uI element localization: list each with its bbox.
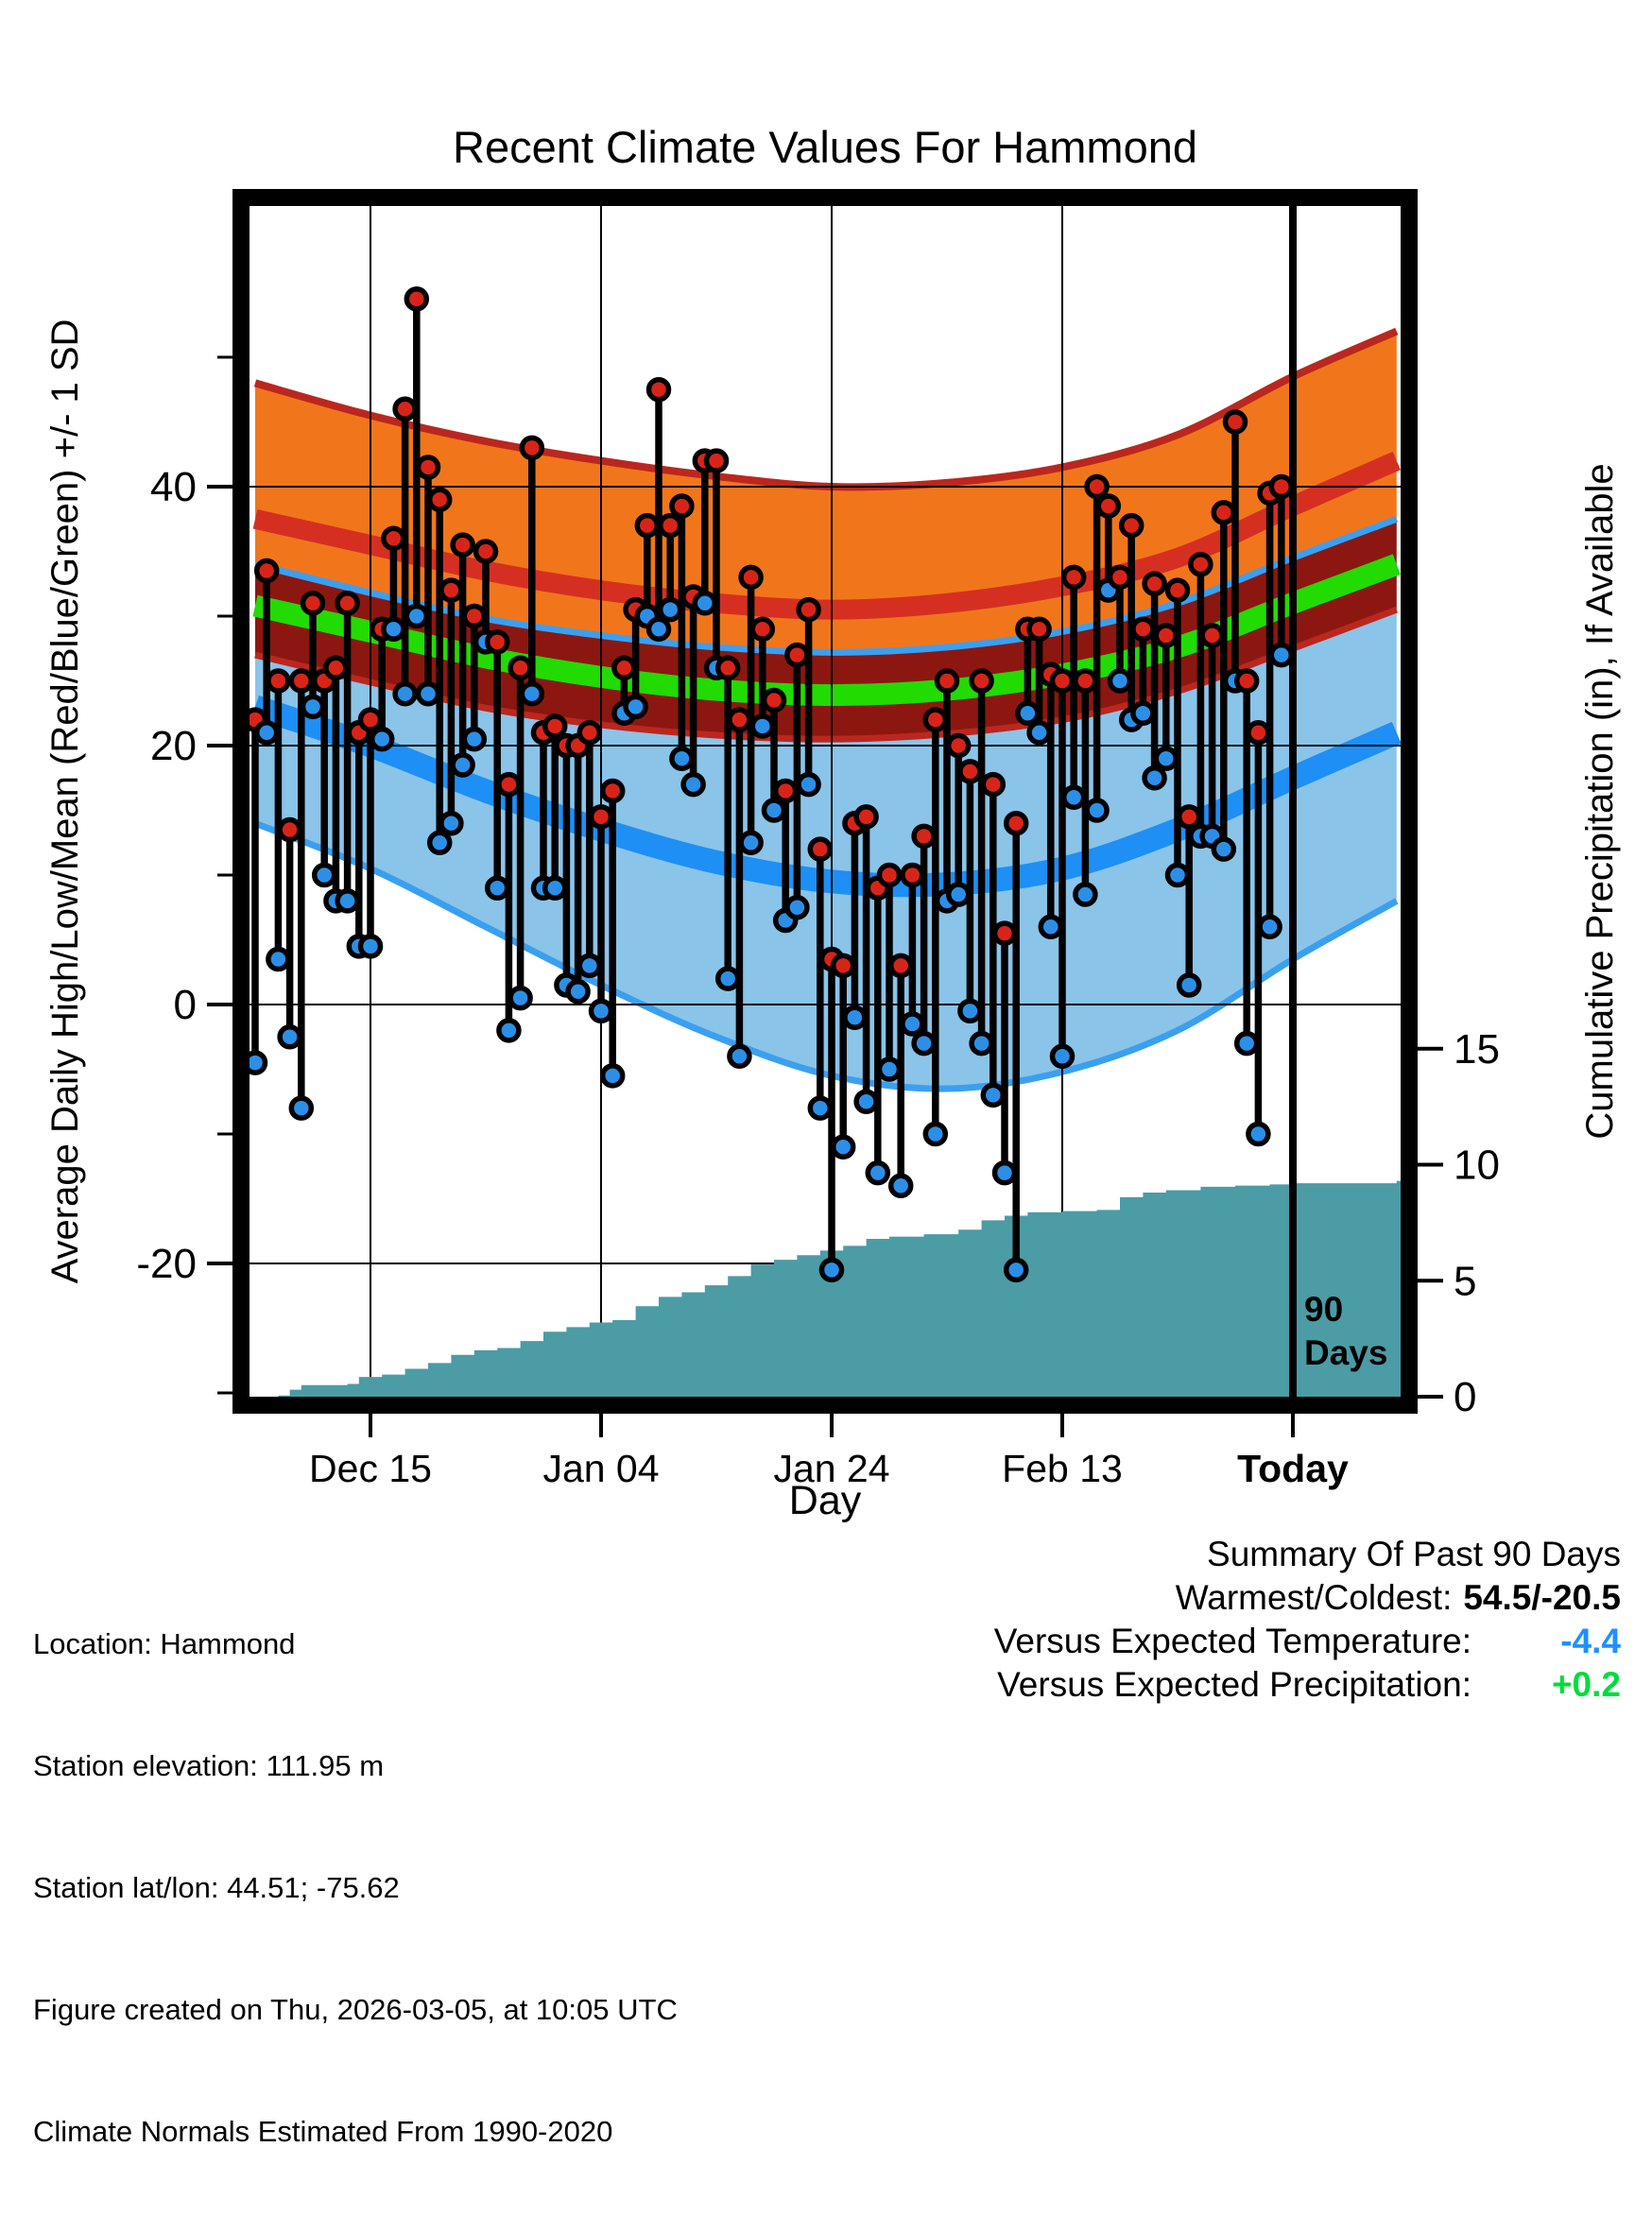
high-dot <box>614 658 634 678</box>
high-dot <box>1064 567 1084 587</box>
low-dot <box>522 684 542 704</box>
high-dot <box>430 490 450 509</box>
low-dot <box>1237 1034 1257 1054</box>
high-dot <box>718 658 738 678</box>
right-tick-label: 0 <box>1454 1374 1477 1420</box>
low-dot <box>752 716 772 736</box>
low-dot <box>1271 645 1291 665</box>
vs-precip-value: +0.2 <box>1551 1665 1621 1704</box>
low-dot <box>810 1098 830 1118</box>
high-dot <box>787 645 807 665</box>
high-dot <box>891 955 911 975</box>
high-dot <box>476 541 496 561</box>
high-dot <box>1191 555 1211 575</box>
low-dot <box>995 1163 1015 1183</box>
high-dot <box>776 781 796 800</box>
high-dot <box>1144 574 1164 593</box>
high-dot <box>1271 477 1291 497</box>
high-dot <box>1007 814 1026 833</box>
high-dot <box>649 380 669 400</box>
low-dot <box>741 833 761 852</box>
low-dot <box>257 723 277 743</box>
low-dot <box>1168 866 1188 885</box>
right-tick-label: 10 <box>1454 1142 1500 1189</box>
high-dot <box>1202 626 1222 645</box>
climate-normals-note: Climate Normals Estimated From 1990-2020 <box>33 2115 613 2148</box>
low-dot <box>291 1098 311 1118</box>
low-dot <box>1248 1125 1268 1144</box>
left-axis-title: Average Daily High/Low/Mean (Red/Blue/Green) +/- 1 SD <box>44 318 86 1284</box>
high-dot <box>510 658 530 678</box>
low-dot <box>1156 748 1176 768</box>
high-dot <box>441 580 461 600</box>
high-dot <box>972 671 991 691</box>
high-dot <box>925 710 945 730</box>
low-dot <box>419 684 439 704</box>
low-dot <box>453 755 473 775</box>
low-dot <box>661 600 680 620</box>
low-dot <box>337 891 357 911</box>
low-dot <box>510 988 530 1008</box>
high-dot <box>1098 496 1118 516</box>
low-dot <box>1213 839 1233 859</box>
high-dot <box>765 691 784 711</box>
high-dot <box>1237 671 1257 691</box>
high-dot <box>499 775 519 795</box>
chart-title: Recent Climate Values For Hammond <box>453 122 1197 172</box>
high-dot <box>1087 477 1107 497</box>
high-dot <box>268 671 288 691</box>
high-dot <box>326 658 346 678</box>
low-dot <box>579 955 599 975</box>
low-dot <box>441 814 461 833</box>
summary-block <box>994 1533 1621 1707</box>
low-dot <box>592 1001 611 1021</box>
low-dot <box>949 885 969 904</box>
high-dot <box>938 671 957 691</box>
high-dot <box>1156 626 1176 645</box>
low-dot <box>822 1260 842 1280</box>
high-dot <box>419 457 439 477</box>
left-tick-label: 20 <box>150 723 197 769</box>
high-dot <box>880 866 900 885</box>
high-dot <box>257 561 277 581</box>
low-dot <box>395 684 415 704</box>
figure-created: Figure created on Thu, 2026-03-05, at 10:05 UTC <box>33 1993 678 2026</box>
high-dot <box>337 593 357 613</box>
station-location: Location: Hammond <box>33 1627 296 1660</box>
low-dot <box>730 1046 749 1066</box>
left-tick-label: -20 <box>136 1241 197 1287</box>
low-dot <box>960 1001 980 1021</box>
high-dot <box>453 535 473 555</box>
high-dot <box>1133 619 1153 639</box>
summary-title: Summary Of Past 90 Days <box>1207 1535 1621 1573</box>
high-dot <box>361 710 381 730</box>
low-dot <box>603 1066 623 1086</box>
low-dot <box>868 1163 887 1183</box>
high-dot <box>1110 567 1130 587</box>
low-dot <box>384 619 404 639</box>
low-dot <box>891 1176 911 1195</box>
low-dot <box>649 619 669 639</box>
right-tick-label: 5 <box>1454 1258 1477 1305</box>
high-dot <box>949 736 969 756</box>
low-dot <box>1110 671 1130 691</box>
high-dot <box>1168 580 1188 600</box>
low-dot <box>983 1085 1003 1105</box>
station-elevation: Station elevation: 111.95 m <box>33 1749 385 1782</box>
low-dot <box>856 1091 876 1111</box>
high-dot <box>280 820 300 840</box>
low-dot <box>765 800 784 820</box>
vs-precip-label: Versus Expected Precipitation: <box>997 1665 1471 1704</box>
low-dot <box>1007 1260 1026 1280</box>
window-annotation-line2: Days <box>1304 1333 1388 1372</box>
x-tick-label-jan-24: Jan 24 <box>773 1447 890 1490</box>
high-dot <box>1179 807 1199 827</box>
high-dot <box>1213 503 1233 523</box>
high-dot <box>384 528 404 548</box>
vs-temp-label: Versus Expected Temperature: <box>993 1622 1471 1660</box>
warmest-coldest-label: Warmest/Coldest: <box>1175 1578 1453 1617</box>
x-tick-label-dec-15: Dec 15 <box>309 1447 432 1490</box>
low-dot <box>925 1125 945 1144</box>
low-dot <box>799 775 818 795</box>
low-dot <box>1087 800 1107 820</box>
low-dot <box>545 878 565 898</box>
x-tick-label-jan-04: Jan 04 <box>542 1447 660 1490</box>
low-dot <box>1260 917 1280 936</box>
high-dot <box>983 775 1003 795</box>
low-dot <box>315 866 335 885</box>
precip-cumulative-polygon <box>255 1181 1401 1397</box>
low-dot <box>406 607 426 627</box>
low-dot <box>372 730 392 749</box>
summary-vs-temperature <box>994 1620 1621 1663</box>
low-dot <box>695 593 714 613</box>
high-dot <box>1226 412 1246 432</box>
high-dot <box>592 807 611 827</box>
low-dot <box>488 878 508 898</box>
low-dot <box>880 1059 900 1079</box>
high-dot <box>1122 516 1142 536</box>
low-dot <box>672 748 692 768</box>
low-dot <box>1018 703 1038 723</box>
low-dot <box>834 1137 853 1157</box>
low-dot <box>464 730 484 749</box>
high-dot <box>672 496 692 516</box>
high-dot <box>914 826 934 846</box>
high-dot <box>1029 619 1049 639</box>
low-dot <box>914 1034 934 1054</box>
low-dot <box>1144 768 1164 788</box>
right-tick-label: 15 <box>1454 1025 1500 1073</box>
high-dot <box>291 671 311 691</box>
high-dot <box>741 567 761 587</box>
low-dot <box>972 1034 991 1054</box>
high-dot <box>522 438 542 457</box>
high-dot <box>545 716 565 736</box>
window-annotation-line1: 90 <box>1304 1290 1344 1329</box>
high-dot <box>464 607 484 627</box>
warmest-coldest-value: 54.5/-20.5 <box>1463 1578 1621 1617</box>
high-dot <box>303 593 323 613</box>
low-dot <box>1133 703 1153 723</box>
x-tick-label-today: Today <box>1237 1447 1349 1490</box>
high-dot <box>661 516 680 536</box>
low-dot <box>1064 787 1084 807</box>
high-dot <box>637 516 657 536</box>
high-dot <box>1076 671 1095 691</box>
right-axis-title: Cumulative Precipitation (in), If Available <box>1579 463 1621 1140</box>
high-dot <box>579 723 599 743</box>
summary-warmest-coldest <box>994 1576 1621 1620</box>
station-info-block <box>33 1542 678 2233</box>
high-dot <box>488 632 508 652</box>
left-tick-label: 0 <box>173 982 197 1028</box>
low-dot <box>1053 1046 1073 1066</box>
low-dot <box>430 833 450 852</box>
low-dot <box>268 950 288 970</box>
high-dot <box>1053 671 1073 691</box>
low-dot <box>718 969 738 988</box>
high-dot <box>707 451 727 471</box>
high-dot <box>395 399 415 419</box>
high-dot <box>1248 723 1268 743</box>
station-latlon: Station lat/lon: 44.51; -75.62 <box>33 1871 400 1904</box>
low-dot <box>361 936 381 956</box>
cumulative-precip-area <box>255 1181 1401 1397</box>
high-dot <box>603 781 623 800</box>
low-dot <box>626 696 645 716</box>
left-tick-label: 40 <box>150 464 197 510</box>
high-dot <box>730 710 749 730</box>
high-dot <box>903 866 922 885</box>
summary-vs-precipitation <box>994 1663 1621 1707</box>
high-dot <box>856 807 876 827</box>
x-tick-label-feb-13: Feb 13 <box>1002 1447 1123 1490</box>
low-dot <box>1041 917 1060 936</box>
low-dot <box>568 982 588 1002</box>
low-dot <box>280 1027 300 1047</box>
low-dot <box>845 1007 865 1027</box>
high-dot <box>995 923 1015 943</box>
high-dot <box>834 955 853 975</box>
low-dot <box>683 775 703 795</box>
low-dot <box>903 1014 922 1034</box>
low-dot <box>787 898 807 918</box>
high-dot <box>799 600 818 620</box>
high-dot <box>960 762 980 782</box>
high-dot <box>752 619 772 639</box>
low-dot <box>1179 975 1199 995</box>
low-dot <box>1076 885 1095 904</box>
low-dot <box>499 1021 519 1040</box>
x-axis-title: Day <box>788 1478 862 1523</box>
high-dot <box>406 289 426 309</box>
high-dot <box>810 839 830 859</box>
vs-temp-value: -4.4 <box>1560 1622 1621 1660</box>
low-dot <box>1029 723 1049 743</box>
low-dot <box>303 696 323 716</box>
